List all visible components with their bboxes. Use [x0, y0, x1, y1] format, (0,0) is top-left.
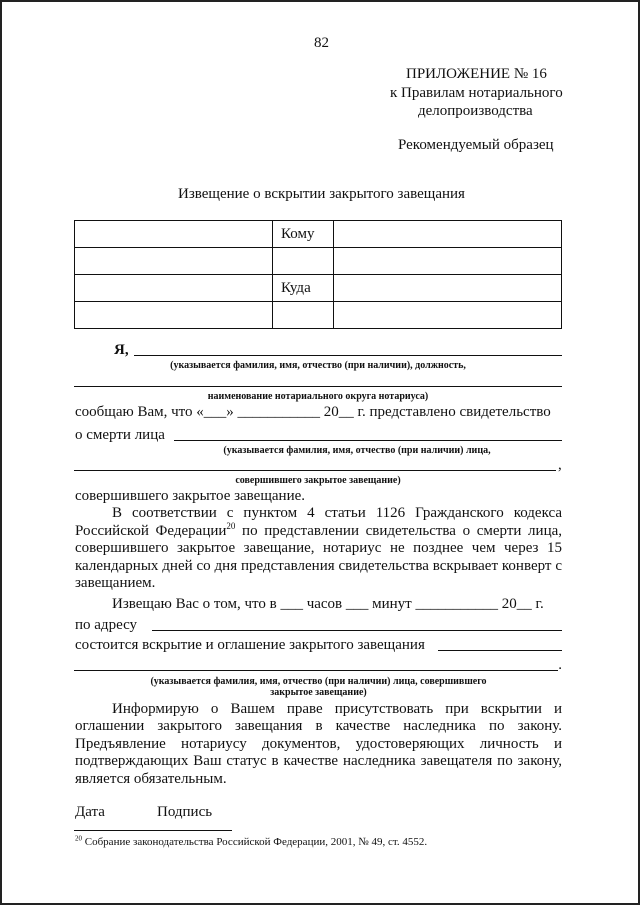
- notify-line: Извещаю Вас о том, что в ___ часов ___ минут ___________ 20__ г.: [112, 595, 544, 612]
- footnote: [75, 836, 562, 849]
- to-label: Кому: [273, 221, 334, 248]
- date-signature-row: [75, 804, 562, 821]
- sample-label: Рекомендуемый образец: [398, 137, 554, 153]
- table-cell[interactable]: [334, 248, 562, 275]
- inform-line: сообщаю Вам, что «___» ___________ 20__ г. представлено свидетельство: [75, 404, 551, 420]
- appendix-subtitle: к Правилам нотариального: [390, 85, 563, 101]
- address-row: [75, 617, 562, 634]
- comma: ,: [558, 457, 562, 473]
- appendix-subtitle-2: делопроизводства: [418, 103, 533, 119]
- law-paragraph-text-rest: по представлении свидетельства о смерти лица, совершившего закрытое завещание, нотариус не позднее чем через 15 календарных дней со дня представления свидетельства вскрывает конверт с завещанием.: [75, 522, 562, 591]
- notary-district-line[interactable]: [74, 386, 562, 387]
- appendix-title: ПРИЛОЖЕНИЕ № 16: [406, 66, 547, 82]
- recipient-table: [74, 220, 562, 329]
- table-cell: [75, 221, 273, 248]
- period: .: [558, 656, 562, 673]
- law-paragraph-text: В соответствии с пунктом 4 статьи 1126 Гражданского кодекса Российской Федерации: [75, 505, 562, 539]
- table-cell: [273, 302, 334, 329]
- opening-line-field[interactable]: [438, 650, 562, 651]
- testator-line[interactable]: [74, 670, 558, 671]
- law-paragraph: [75, 505, 562, 593]
- footnote-text: Собрание законодательства Российской Федерации, 2001, № 49, ст. 4552.: [84, 836, 428, 848]
- to-field[interactable]: [334, 221, 562, 248]
- table-cell: [75, 248, 273, 275]
- table-cell: [273, 248, 334, 275]
- date-label: Дата: [75, 804, 105, 820]
- address-label: по адресу: [75, 616, 138, 633]
- testator-row: [75, 657, 562, 674]
- document-title: Извещение о вскрытии закрытого завещания: [178, 186, 465, 202]
- table-cell[interactable]: [334, 302, 562, 329]
- made-will-line: совершившего закрытое завещание.: [75, 488, 306, 504]
- deceased-line-2[interactable]: [74, 470, 556, 471]
- footnote-ref: 20: [226, 520, 236, 531]
- where-field[interactable]: [334, 275, 562, 302]
- signature-label: Подпись: [157, 804, 213, 820]
- opening-row: [75, 637, 562, 654]
- table-cell: [75, 302, 273, 329]
- where-label: Куда: [273, 275, 334, 302]
- i-label: Я,: [114, 342, 129, 358]
- deceased-line[interactable]: [174, 440, 562, 441]
- death-label: о смерти лица: [75, 427, 165, 443]
- hint-district: наименование нотариального округа нотариуса): [207, 391, 429, 402]
- document-body-flow: [75, 505, 562, 849]
- opening-line: состоится вскрытие и оглашение закрытого завещания: [75, 636, 425, 653]
- hint-testator: совершившего закрытое завещание): [235, 475, 401, 486]
- address-line[interactable]: [152, 630, 562, 631]
- hint-notary: (указывается фамилия, имя, отчество (при наличии), должность,: [170, 360, 466, 371]
- page-number: 82: [314, 35, 329, 51]
- notary-name-line[interactable]: [134, 355, 562, 356]
- hint-testator-3: закрытое завещание): [270, 686, 367, 698]
- hint-testator-2: (указывается фамилия, имя, отчество (при наличии) лица, совершившего: [150, 675, 487, 687]
- footnote-separator: [74, 830, 232, 831]
- footnote-number: 20: [75, 834, 82, 843]
- rights-paragraph: Информирую о Вашем праве присутствовать при вскрытии и оглашении закрытого завещания в качестве наследника по закону. Предъявление нотариусу документов, удостоверяющих личность и подтверждающих Ваш статус в качестве наследника завещателя по закону, является обязательным.: [75, 700, 562, 787]
- table-cell: [75, 275, 273, 302]
- hint-deceased: (указывается фамилия, имя, отчество (при наличии) лица,: [223, 445, 491, 456]
